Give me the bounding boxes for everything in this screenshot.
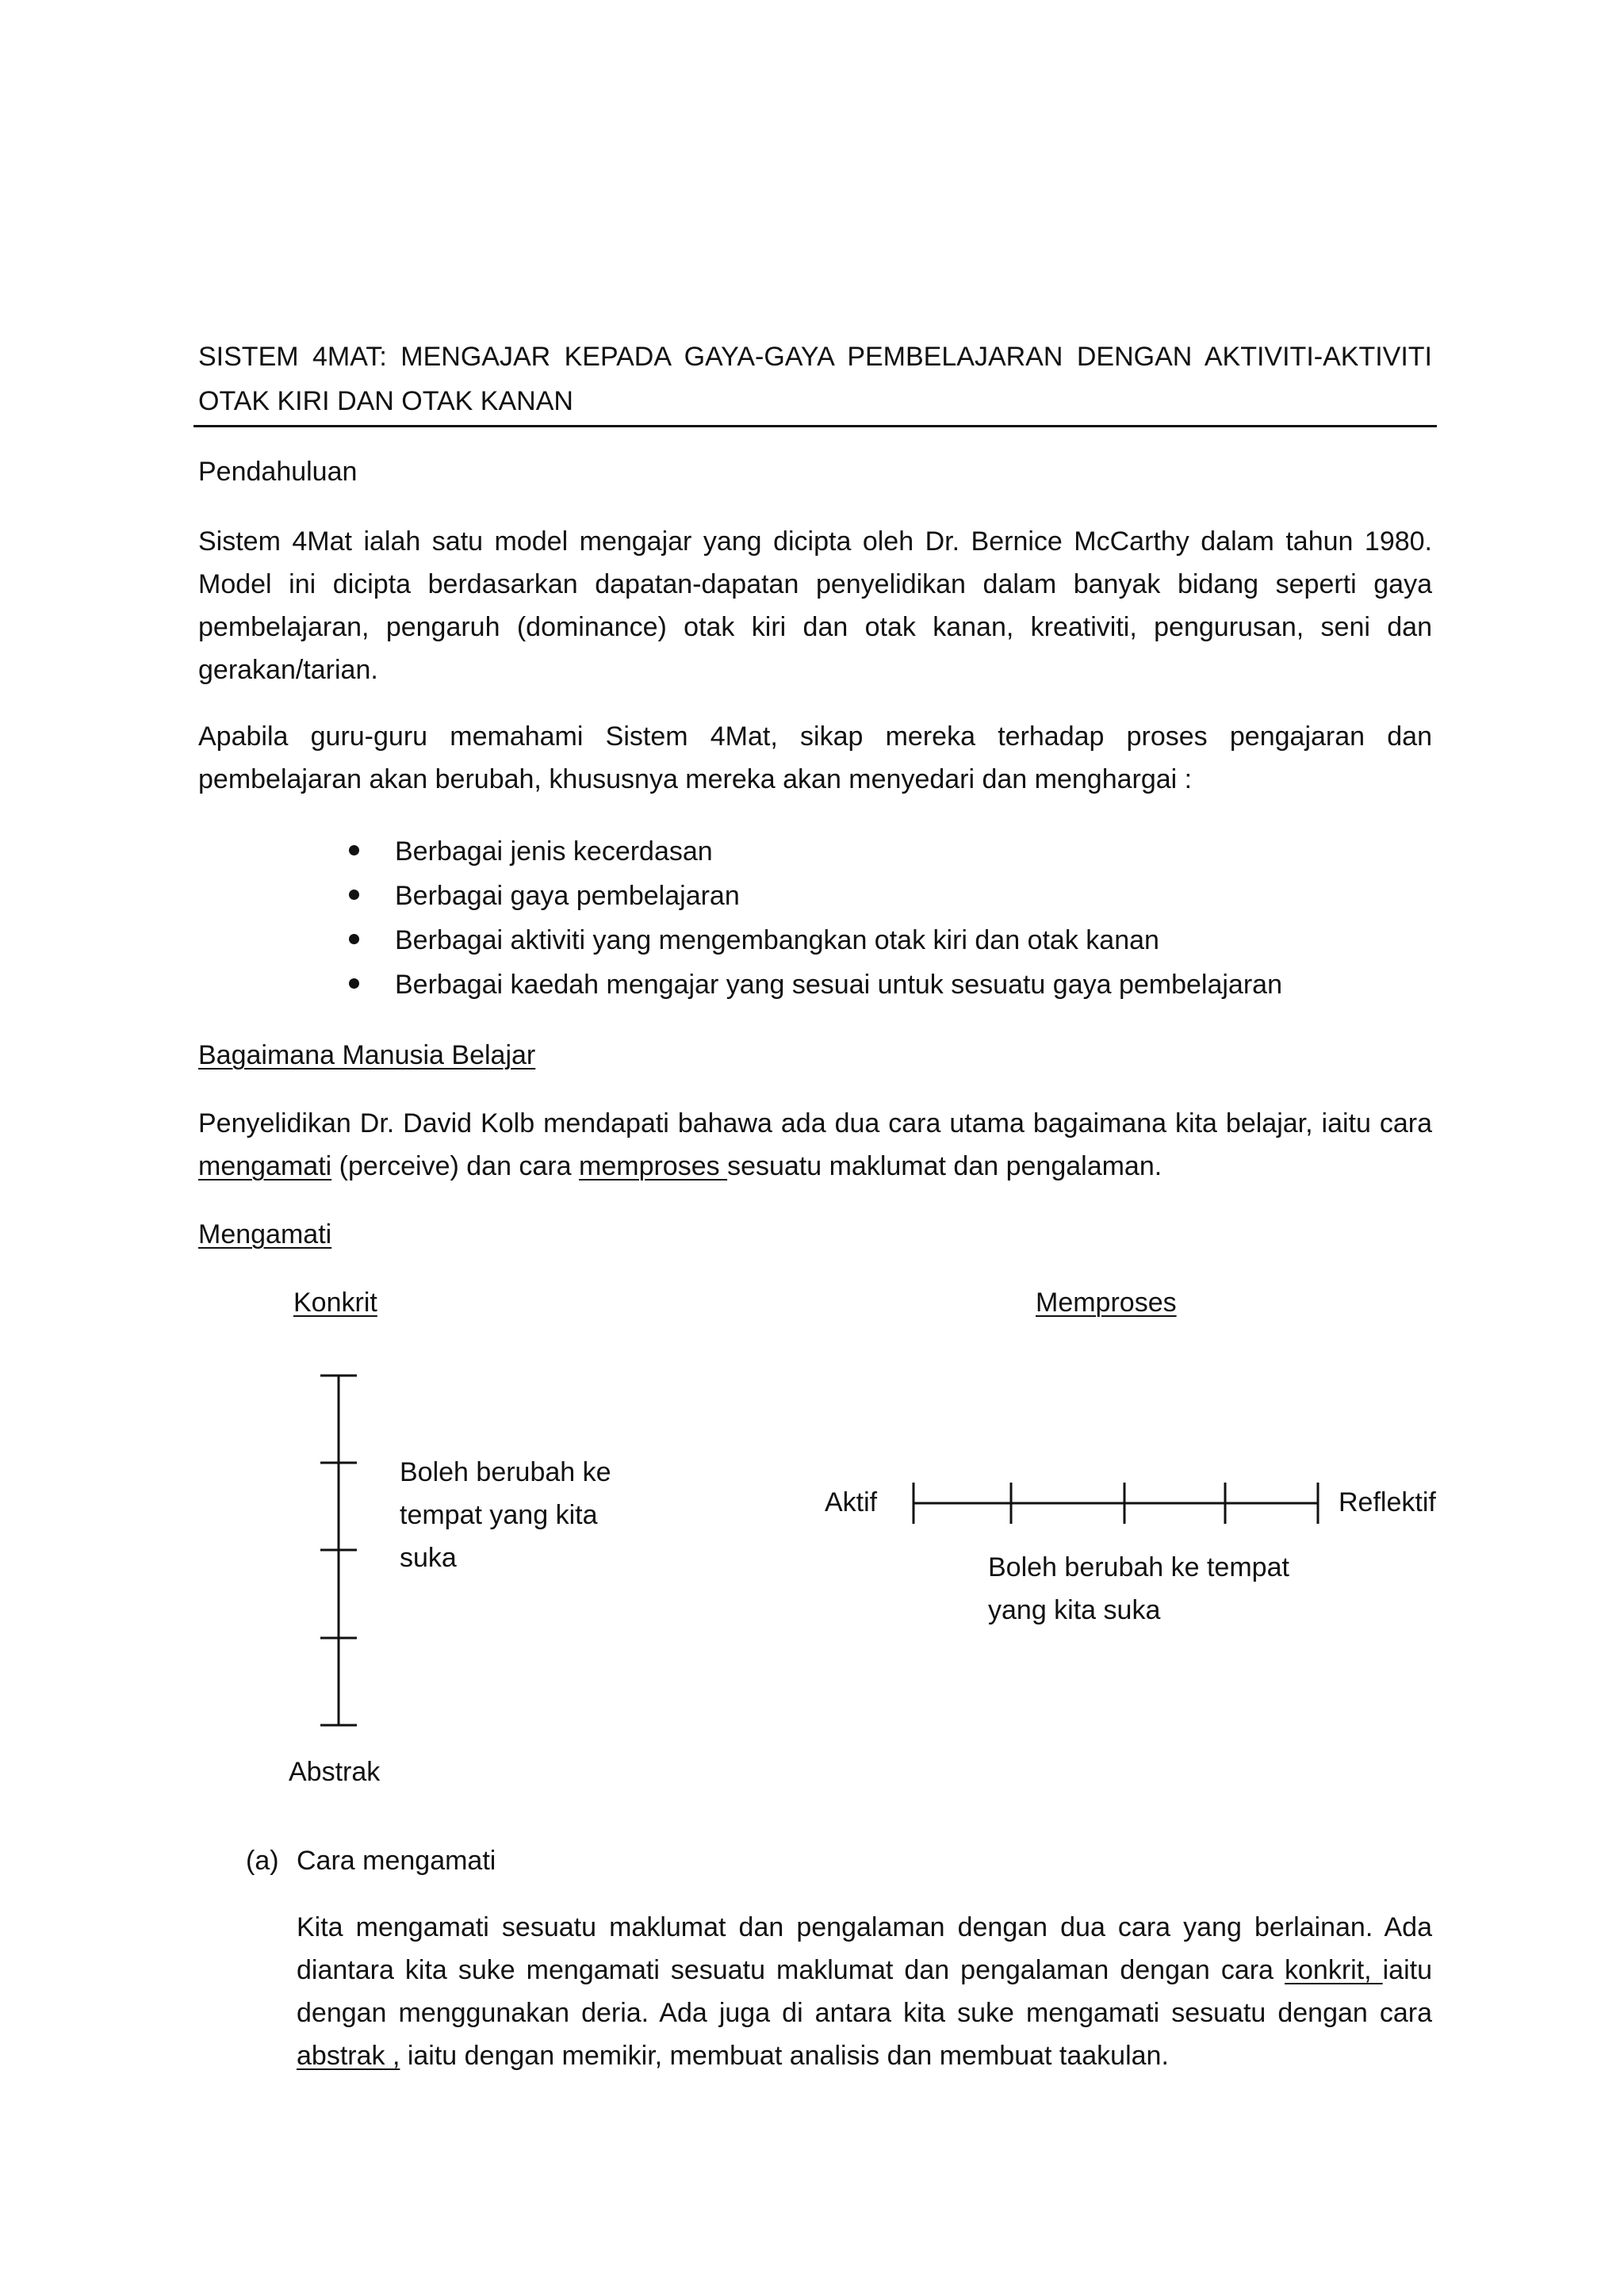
section-a-paragraph: [297, 1906, 1432, 2077]
document-title: SISTEM 4MAT: MENGAJAR KEPADA GAYA-GAYA PEMBELAJARAN DENGAN AKTIVITI-AKTIVITI OTAK KIRI DAN OTAK KANAN: [198, 342, 1432, 416]
section-a-title: Cara mengamati: [297, 1846, 496, 1876]
term-memproses: memproses: [579, 1151, 728, 1181]
intro-paragraph-1: Sistem 4Mat ialah satu model mengajar yang dicipta oleh Dr. Bernice McCarthy dalam tahun 1980. Model ini dicipta berdasarkan dapatan-dapatan penyelidikan dalam banyak bidang seperti gaya pembelajaran, pengaruh (dominance) otak kiri dan otak kanan, kreativiti, pengurusan, seni dan gerakan/tarian.: [198, 526, 1432, 685]
section-a-text-1: Kita mengamati sesuatu maklumat dan pengalaman dengan dua cara yang berlainan. Ada diantara kita suke mengamati sesuatu maklumat dan pengalaman dengan cara: [297, 1912, 1432, 1985]
abstrak-label: Abstrak: [289, 1757, 381, 1787]
bullet-text: Berbagai aktiviti yang mengembangkan otak kiri dan otak kanan: [395, 925, 1159, 955]
bullet-text: Berbagai gaya pembelajaran: [395, 881, 740, 911]
learning-text-2: (perceive) dan cara: [331, 1151, 580, 1181]
section-a-text-2: iaitu dengan menggunakan deria. Ada juga di antara kita suke mengamati sesuatu dengan cara: [297, 1955, 1432, 2028]
section-a-marker: (a): [246, 1846, 279, 1876]
bullet-text: Berbagai jenis kecerdasan: [395, 836, 713, 867]
memproses-label: Memproses: [1036, 1288, 1177, 1318]
term-konkrit: konkrit,: [1285, 1955, 1383, 1985]
perceive-heading: Mengamati: [198, 1219, 332, 1249]
bullet-text: Berbagai kaedah mengajar yang sesuai untuk sesuatu gaya pembelajaran: [395, 970, 1282, 1000]
learning-text-3: sesuatu maklumat dan pengalaman.: [727, 1151, 1162, 1181]
horizontal-scale-note: Boleh berubah ke tempat yang kita suka: [988, 1552, 1289, 1625]
term-mengamati: mengamati: [198, 1151, 332, 1181]
learning-text-1: Penyelidikan Dr. David Kolb mendapati bahawa ada dua cara utama bagaimana kita belajar, iaitu cara: [198, 1108, 1432, 1138]
aktif-label: Aktif: [825, 1487, 878, 1517]
learning-heading: Bagaimana Manusia Belajar: [198, 1040, 536, 1070]
term-abstrak: abstrak ,: [297, 2041, 400, 2071]
intro-paragraph-2: Apabila guru-guru memahami Sistem 4Mat, sikap mereka terhadap proses pengajaran dan pembelajaran akan berubah, khususnya mereka akan menyedari dan menghargai :: [198, 721, 1432, 794]
intro-heading: Pendahuluan: [198, 457, 358, 487]
section-a-text-3: iaitu dengan memikir, membuat analisis dan membuat taakulan.: [400, 2041, 1169, 2071]
reflektif-label: Reflektif: [1339, 1487, 1436, 1517]
konkrit-label: Konkrit: [293, 1288, 377, 1318]
vertical-scale-note: Boleh berubah ke tempat yang kita suka: [400, 1457, 611, 1573]
